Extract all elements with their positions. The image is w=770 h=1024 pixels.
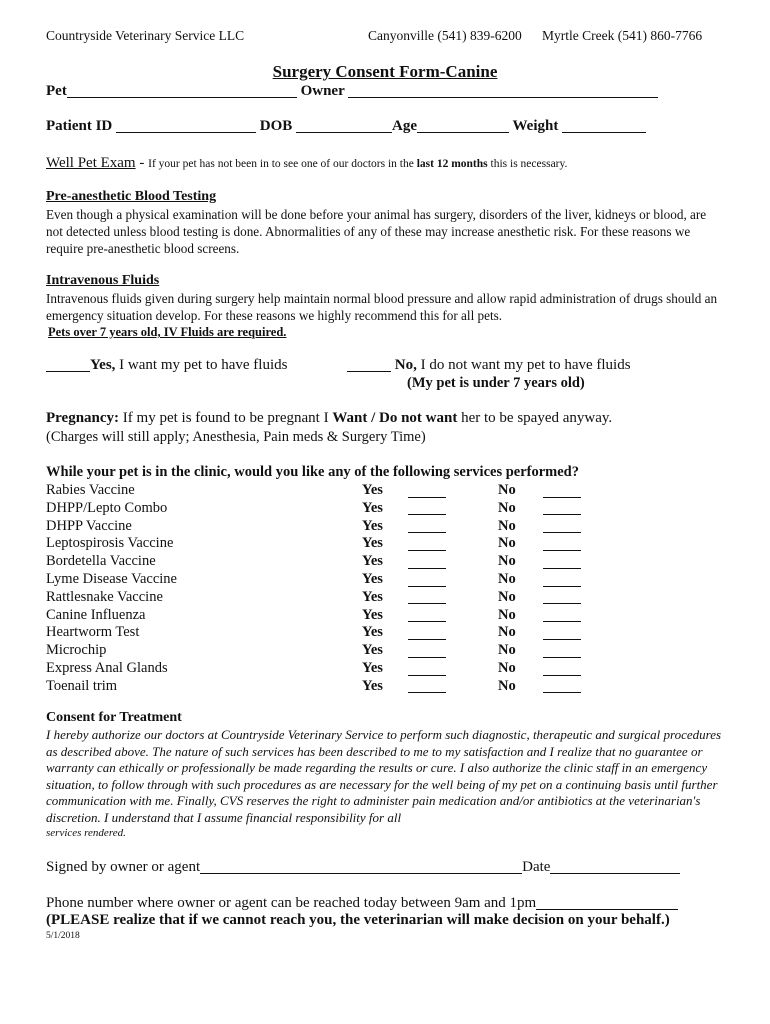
well-pet-dash: - <box>135 155 149 171</box>
pregnancy-text-a: If my pet is found to be pregnant I <box>119 410 333 426</box>
pregnancy-choice[interactable]: Want / Do not want <box>332 410 458 426</box>
service-no-label: No <box>498 606 516 623</box>
footer-date: 5/1/2018 <box>46 931 80 941</box>
service-no-blank[interactable] <box>543 607 581 625</box>
service-no-label: No <box>498 499 516 516</box>
service-yes-blank[interactable] <box>408 571 446 589</box>
service-no-blank[interactable] <box>543 535 581 553</box>
well-pet-exam <box>46 154 567 172</box>
signature-row <box>46 858 680 876</box>
consent-heading: Consent for Treatment <box>46 710 182 725</box>
myrtle-creek-phone: Myrtle Creek (541) 860-7766 <box>542 28 703 43</box>
service-yes-blank[interactable] <box>408 518 446 536</box>
fluids-no-note: (My pet is under 7 years old) <box>407 375 585 391</box>
service-no-label: No <box>498 624 516 641</box>
service-label: Bordetella Vaccine <box>46 553 156 570</box>
service-yes-label: Yes <box>362 571 383 587</box>
pregnancy-label: Pregnancy: <box>46 410 120 426</box>
service-no-label: No <box>498 482 516 498</box>
service-yes-label: Yes <box>362 553 383 570</box>
well-pet-heading: Well Pet Exam <box>46 155 136 171</box>
pregnancy-text-b: her to be spayed anyway. <box>457 410 613 426</box>
age-label: Age <box>392 118 418 134</box>
service-no-blank[interactable] <box>543 518 581 536</box>
fluids-no-text: I do not want my pet to have fluids <box>416 357 631 373</box>
patient-field-row <box>46 117 646 135</box>
service-yes-label: Yes <box>362 588 383 605</box>
signed-label: Signed by owner or agent <box>46 859 201 875</box>
pet-label: Pet <box>46 83 67 99</box>
signature-input[interactable] <box>200 858 522 874</box>
fluids-no-option <box>347 356 631 374</box>
fluids-heading: Intravenous Fluids <box>46 273 160 288</box>
pregnancy-line <box>46 410 612 427</box>
service-yes-label: Yes <box>362 499 383 516</box>
blood-testing-body: Even though a physical examination will be done before your animal has surgery, disorders of the liver, kidneys or blood, are not detected unless blood testing is done. Abnormalities of any of these may increase anesthetic risk. For these reasons we require pre-anesthetic blood screens. <box>46 207 707 256</box>
date-label: Date <box>522 859 551 875</box>
service-no-blank[interactable] <box>543 589 581 607</box>
contact-warning: (PLEASE realize that if we cannot reach you, the veterinarian will make decision on your behalf.) <box>46 912 670 928</box>
owner-label: Owner <box>300 83 345 99</box>
service-no-blank[interactable] <box>543 678 581 696</box>
service-no-label: No <box>498 588 516 605</box>
service-yes-blank[interactable] <box>408 624 446 642</box>
service-no-label: No <box>498 535 516 552</box>
service-yes-blank[interactable] <box>408 642 446 660</box>
consent-body: I hereby authorize our doctors at Countryside Veterinary Service to perform such diagnostic, therapeutic and surgical procedures as described above. The nature of such services has been described to me to my satisfaction and I realize that no guarantee or warranty can ethically or professionally be made regarding the results or cure. I also authorize the clinic staff in an emergency situation, to follow through with such procedures as are necessary for the well being of my pet on a continuing basis until further communication with me. Finally, CVS reserves the right to administer pain medication and/or antibiotics at the veterinarian's discretion. I understand that I assume financial responsibility for all <box>46 727 722 825</box>
service-label: DHPP Vaccine <box>46 517 132 534</box>
phone-input[interactable] <box>536 894 678 910</box>
service-no-blank[interactable] <box>543 553 581 571</box>
service-yes-blank[interactable] <box>408 607 446 625</box>
fluids-yes-text: I want my pet to have fluids <box>115 357 288 373</box>
service-yes-label: Yes <box>362 606 383 623</box>
company-name: Countryside Veterinary Service LLC <box>46 28 245 43</box>
service-no-blank[interactable] <box>543 500 581 518</box>
blood-testing-heading: Pre-anesthetic Blood Testing <box>46 189 217 204</box>
service-no-label: No <box>498 517 516 534</box>
service-yes-label: Yes <box>362 642 383 659</box>
date-input[interactable] <box>550 858 680 874</box>
service-yes-label: Yes <box>362 660 383 676</box>
service-no-label: No <box>498 571 516 587</box>
patient-id-input[interactable] <box>116 117 256 133</box>
service-label: Heartworm Test <box>46 624 140 641</box>
service-yes-blank[interactable] <box>408 535 446 553</box>
service-label: Rattlesnake Vaccine <box>46 588 163 605</box>
service-yes-blank[interactable] <box>408 589 446 607</box>
service-no-blank[interactable] <box>543 624 581 642</box>
service-label: Leptospirosis Vaccine <box>46 535 174 552</box>
phone-row <box>46 894 678 912</box>
service-label: Canine Influenza <box>46 606 146 623</box>
service-label: DHPP/Lepto Combo <box>46 499 168 516</box>
fluids-no-label: No, <box>394 357 417 373</box>
services-question: While your pet is in the clinic, would you like any of the following services performed? <box>46 464 579 480</box>
service-no-blank[interactable] <box>543 571 581 589</box>
service-label: Express Anal Glands <box>46 660 168 676</box>
fluids-required-note: Pets over 7 years old, IV Fluids are required. <box>48 325 287 339</box>
age-input[interactable] <box>417 117 509 133</box>
page-title: Surgery Consent Form-Canine <box>272 62 498 81</box>
phone-label: Phone number where owner or agent can be reached today between 9am and 1pm <box>46 895 537 911</box>
well-pet-text-a: If your pet has not been in to see one of our doctors in the <box>148 158 417 170</box>
weight-label: Weight <box>512 118 559 134</box>
service-label: Microchip <box>46 642 107 659</box>
consent-tail: services rendered. <box>46 827 126 839</box>
service-yes-blank[interactable] <box>408 660 446 678</box>
service-label: Lyme Disease Vaccine <box>46 571 177 587</box>
service-yes-label: Yes <box>362 624 383 641</box>
pet-field-row <box>46 82 658 100</box>
well-pet-bold: last 12 months <box>416 158 488 170</box>
fluids-yes-label: Yes, <box>90 357 116 373</box>
service-no-label: No <box>498 642 516 659</box>
service-no-label: No <box>498 553 516 570</box>
weight-input[interactable] <box>562 117 646 133</box>
patient-id-label: Patient ID <box>46 118 113 134</box>
service-no-blank[interactable] <box>543 642 581 660</box>
service-no-blank[interactable] <box>543 482 581 500</box>
well-pet-text-b: this is necessary. <box>487 158 568 170</box>
pregnancy-note: (Charges will still apply; Anesthesia, Pain meds & Surgery Time) <box>46 429 426 445</box>
service-no-blank[interactable] <box>543 660 581 678</box>
dob-label: DOB <box>259 118 293 134</box>
service-yes-label: Yes <box>362 535 383 552</box>
pet-input[interactable] <box>67 82 297 98</box>
fluids-no-blank[interactable] <box>347 356 391 372</box>
service-label: Rabies Vaccine <box>46 482 135 498</box>
service-no-label: No <box>498 660 516 676</box>
dob-input[interactable] <box>296 117 392 133</box>
fluids-body: Intravenous fluids given during surgery help maintain normal blood pressure and allow rapid administration of drugs should an emergency situation develop. For these reasons we highly recommend this for all pets. <box>46 291 718 323</box>
owner-input[interactable] <box>348 82 658 98</box>
service-label: Toenail trim <box>46 677 118 694</box>
service-yes-blank[interactable] <box>408 500 446 518</box>
service-yes-blank[interactable] <box>408 678 446 696</box>
service-yes-label: Yes <box>362 677 383 694</box>
canyonville-phone: Canyonville (541) 839-6200 <box>368 28 522 43</box>
service-yes-label: Yes <box>362 482 383 498</box>
service-yes-label: Yes <box>362 517 383 534</box>
service-no-label: No <box>498 677 516 694</box>
fluids-yes-option <box>46 356 287 374</box>
service-yes-blank[interactable] <box>408 482 446 500</box>
fluids-yes-blank[interactable] <box>46 356 90 372</box>
service-yes-blank[interactable] <box>408 553 446 571</box>
